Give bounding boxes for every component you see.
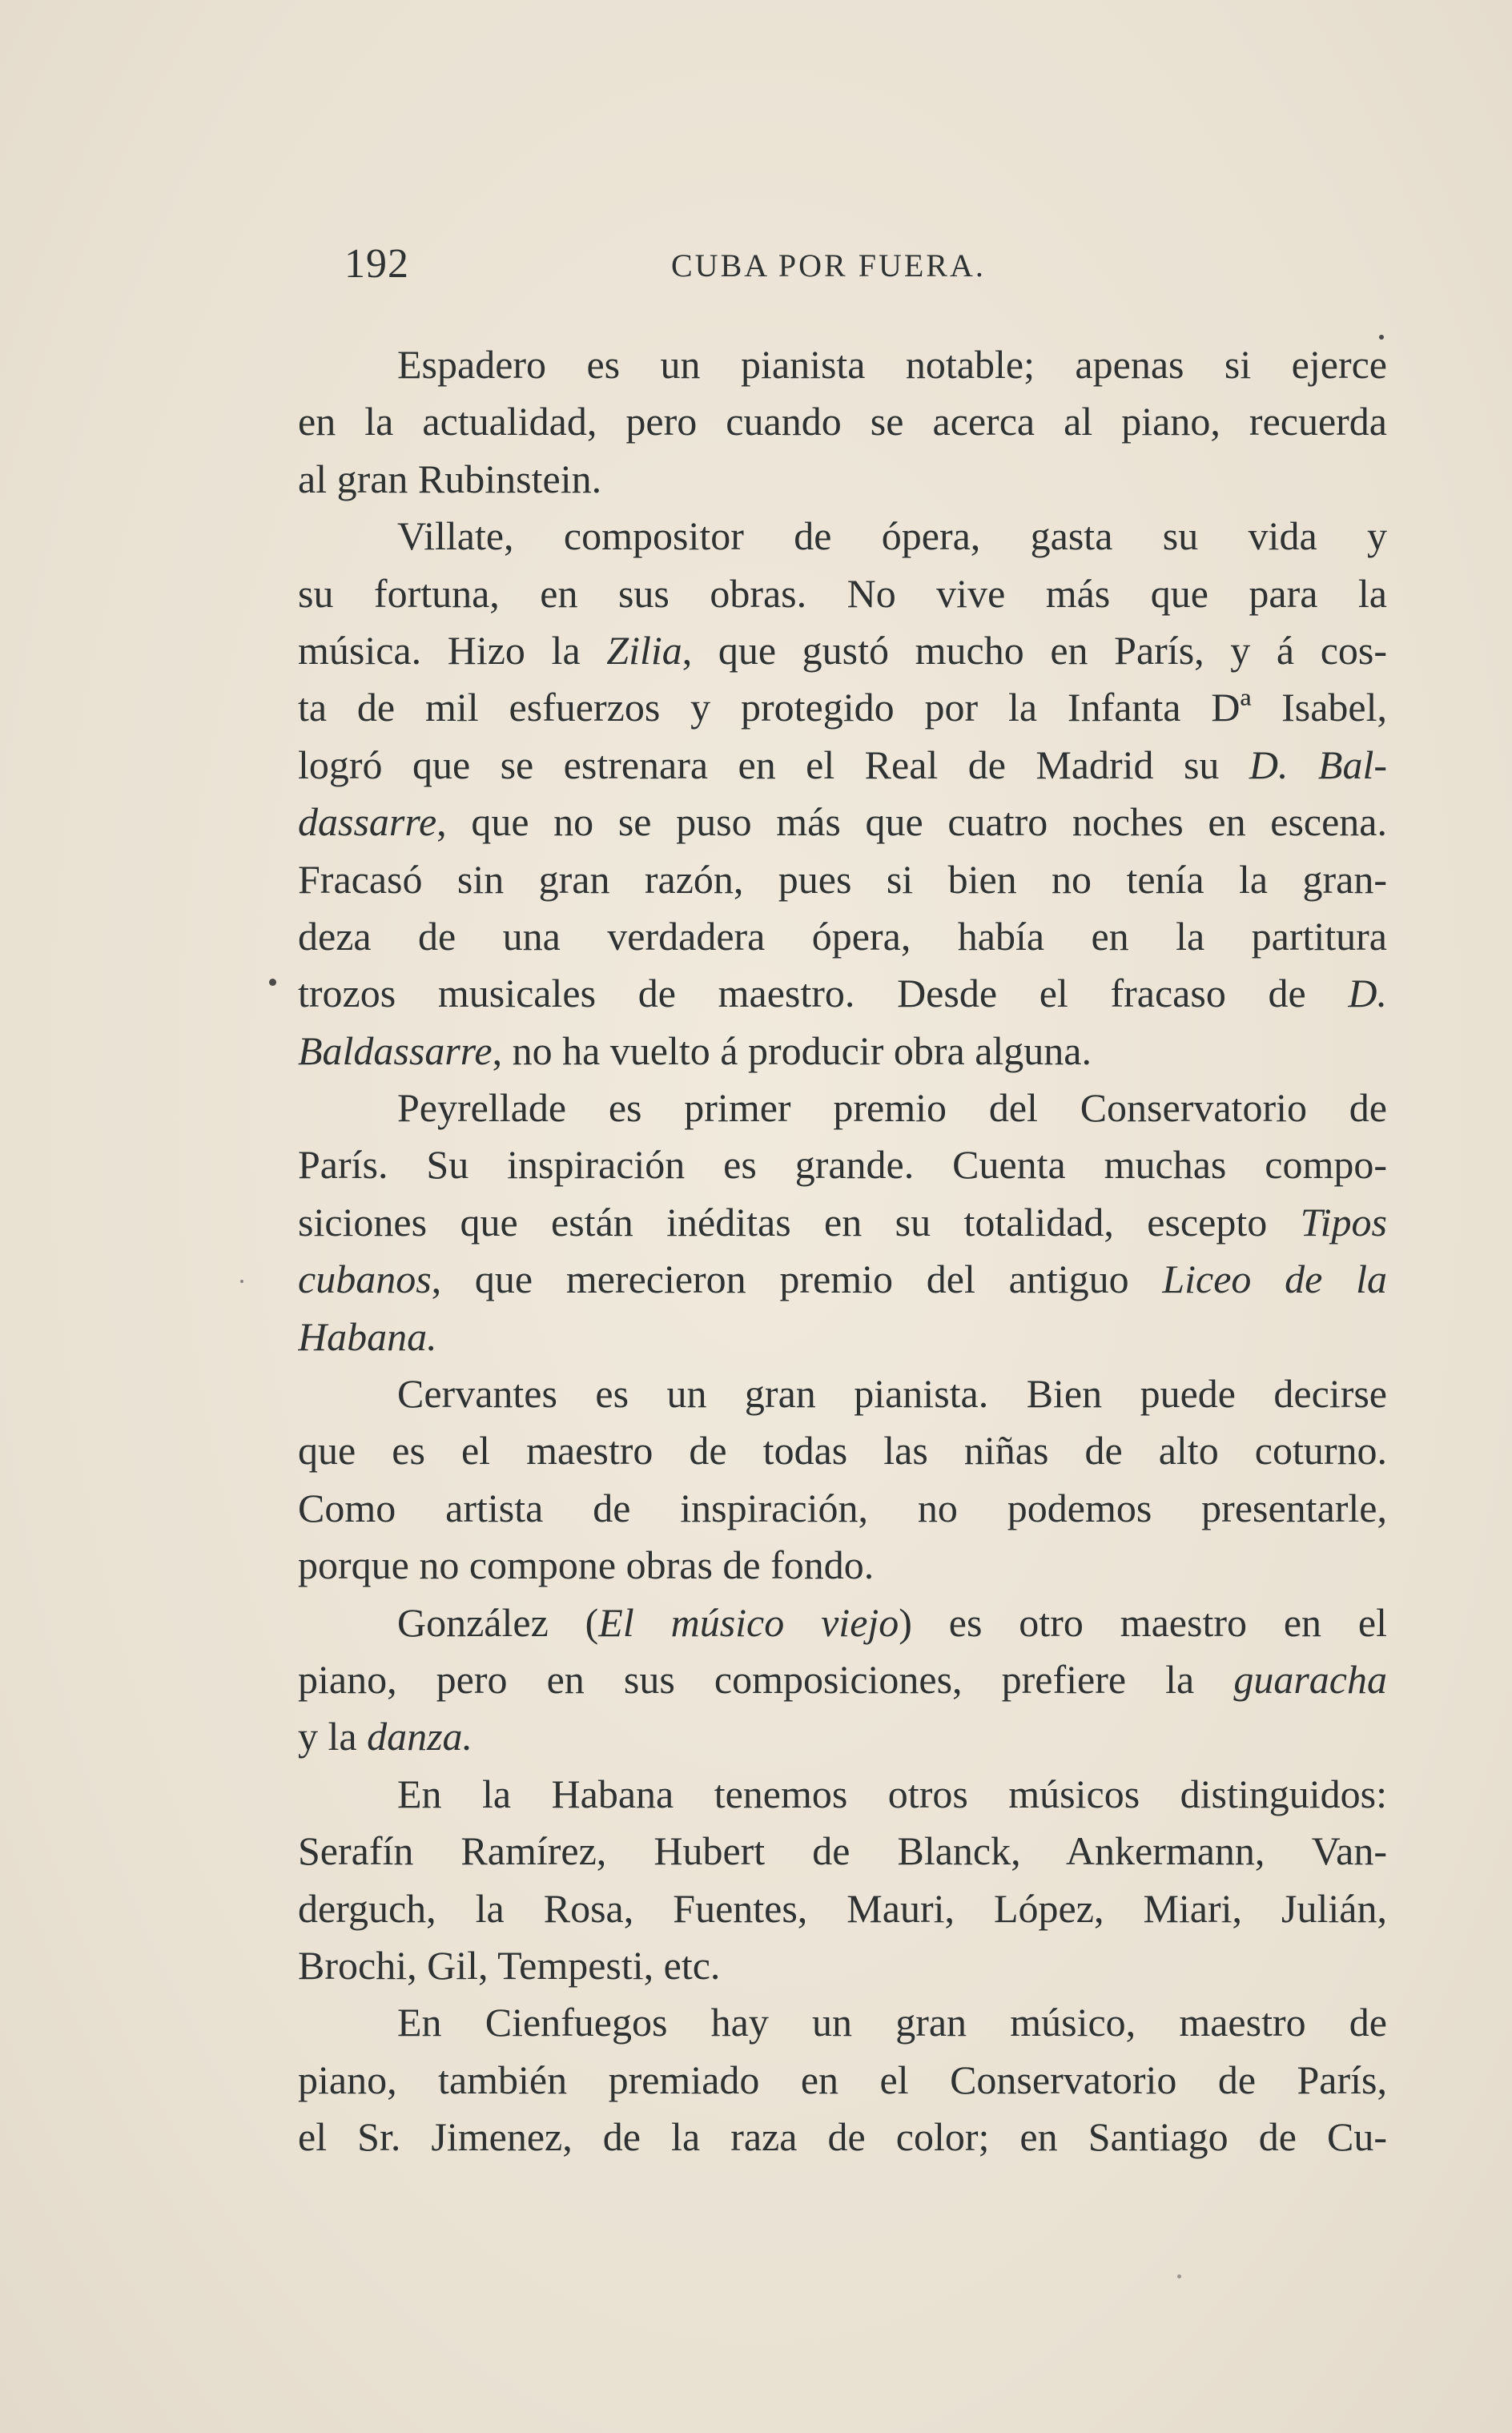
text-run: música. Hizo la (298, 627, 607, 673)
text-run: Espadero es un pianista notable; apenas si ejerce (397, 342, 1387, 387)
text-line (298, 851, 1387, 908)
text-line (298, 1422, 1387, 1479)
text-line (298, 1194, 1387, 1251)
text-line (298, 1595, 1387, 1651)
text-run: porque no compone obras de fondo. (298, 1542, 875, 1588)
text-line (298, 393, 1387, 450)
text-run: su fortuna, en sus obras. No vive más que para la (298, 570, 1387, 616)
body-text (298, 336, 1387, 2166)
text-line (298, 1937, 1387, 1994)
text-run: París. Su inspiración es grande. Cuenta muchas compo- (298, 1142, 1387, 1188)
italic-text: dassarre (298, 799, 437, 845)
text-run: , que gustó mucho en París, y á cos- (682, 627, 1387, 673)
text-line (298, 1994, 1387, 2051)
text-run: siciones que están inéditas en su totalidad, escepto (298, 1199, 1301, 1245)
text-line (298, 565, 1387, 622)
text-run: Villate, compositor de ópera, gasta su vida y (397, 513, 1387, 559)
text-run: En la Habana tenemos otros músicos distinguidos: (397, 1771, 1387, 1816)
text-line (298, 1651, 1387, 1708)
text-run: Brochi, Gil, Tempesti, etc. (298, 1942, 721, 1988)
text-line (298, 508, 1387, 565)
text-line (298, 794, 1387, 851)
text-line (298, 2052, 1387, 2109)
text-line (298, 1080, 1387, 1136)
text-run: ) es otro maestro en el (899, 1599, 1387, 1645)
text-line (298, 2109, 1387, 2166)
italic-text: D. Bal- (1249, 742, 1387, 787)
text-run: Cervantes es un gran pianista. Bien puede decirse (397, 1371, 1387, 1417)
text-run: , que merecieron premio del antiguo (431, 1257, 1163, 1302)
text-line (298, 336, 1387, 393)
page-number: 192 (344, 241, 409, 287)
italic-text: Tipos (1300, 1199, 1387, 1245)
running-head (298, 240, 1387, 312)
text-line (298, 1708, 1387, 1765)
text-run: , no ha vuelto á producir obra alguna. (492, 1027, 1092, 1073)
text-run: derguch, la Rosa, Fuentes, Mauri, López, Miari, Julián, (298, 1885, 1387, 1931)
italic-text: Zilia (606, 627, 682, 673)
text-run: trozos musicales de maestro. Desde el fracaso de (298, 971, 1349, 1016)
text-run: en la actualidad, pero cuando se acerca al piano, recuerda (298, 399, 1387, 444)
italic-text: Baldassarre (298, 1027, 493, 1073)
text-run: , que no se puso más que cuatro noches en escena. (436, 799, 1387, 845)
text-line (298, 622, 1387, 679)
text-line (298, 1823, 1387, 1880)
text-line (298, 737, 1387, 794)
text-line (298, 1480, 1387, 1537)
text-run: González ( (397, 1599, 599, 1645)
text-run: ta de mil esfuerzos y protegido por la Infanta Dª Isabel, (298, 685, 1387, 730)
running-title: CUBA POR FUERA. (671, 247, 986, 284)
italic-text: D. (1348, 971, 1387, 1016)
text-run: Peyrellade es primer premio del Conservatorio de (397, 1085, 1387, 1131)
text-line (298, 679, 1387, 736)
text-run: Como artista de inspiración, no podemos presentarle, (298, 1485, 1387, 1530)
text-run: En Cienfuegos hay un gran músico, maestro de (397, 2000, 1387, 2045)
italic-text: El músico viejo (598, 1599, 899, 1645)
italic-text: danza. (367, 1714, 473, 1759)
text-run: Fracasó sin gran razón, pues si bien no tenía la gran- (298, 856, 1387, 902)
text-line (298, 1880, 1387, 1937)
paper-speck (240, 1280, 243, 1283)
text-run: Serafín Ramírez, Hubert de Blanck, Ankermann, Van- (298, 1828, 1387, 1874)
paper-speck (1379, 335, 1384, 340)
text-line (298, 965, 1387, 1022)
paper-speck (1177, 2274, 1181, 2278)
text-run: y la (298, 1714, 368, 1759)
text-line (298, 1136, 1387, 1193)
text-run: piano, pero en sus composiciones, prefiere la (298, 1656, 1234, 1702)
text-line (298, 1023, 1387, 1080)
text-line (298, 1537, 1387, 1594)
text-line (298, 1365, 1387, 1422)
italic-text: guaracha (1233, 1656, 1387, 1702)
text-run: el Sr. Jimenez, de la raza de color; en Santiago de Cu- (298, 2114, 1387, 2160)
text-line (298, 1766, 1387, 1823)
text-line (298, 1309, 1387, 1365)
italic-text: Habana. (298, 1313, 437, 1359)
paper-speck (269, 979, 276, 986)
text-run: piano, también premiado en el Conservatorio de París, (298, 2057, 1387, 2102)
text-run: deza de una verdadera ópera, había en la partitura (298, 913, 1387, 959)
text-run: logró que se estrenara en el Real de Madrid su (298, 742, 1249, 787)
text-run: que es el maestro de todas las niñas de alto coturno. (298, 1428, 1387, 1474)
italic-text: Liceo de la (1162, 1257, 1387, 1302)
italic-text: cubanos (298, 1257, 432, 1302)
text-line (298, 908, 1387, 965)
text-run: al gran Rubinstein. (298, 456, 602, 501)
text-line (298, 1251, 1387, 1308)
text-line (298, 451, 1387, 508)
